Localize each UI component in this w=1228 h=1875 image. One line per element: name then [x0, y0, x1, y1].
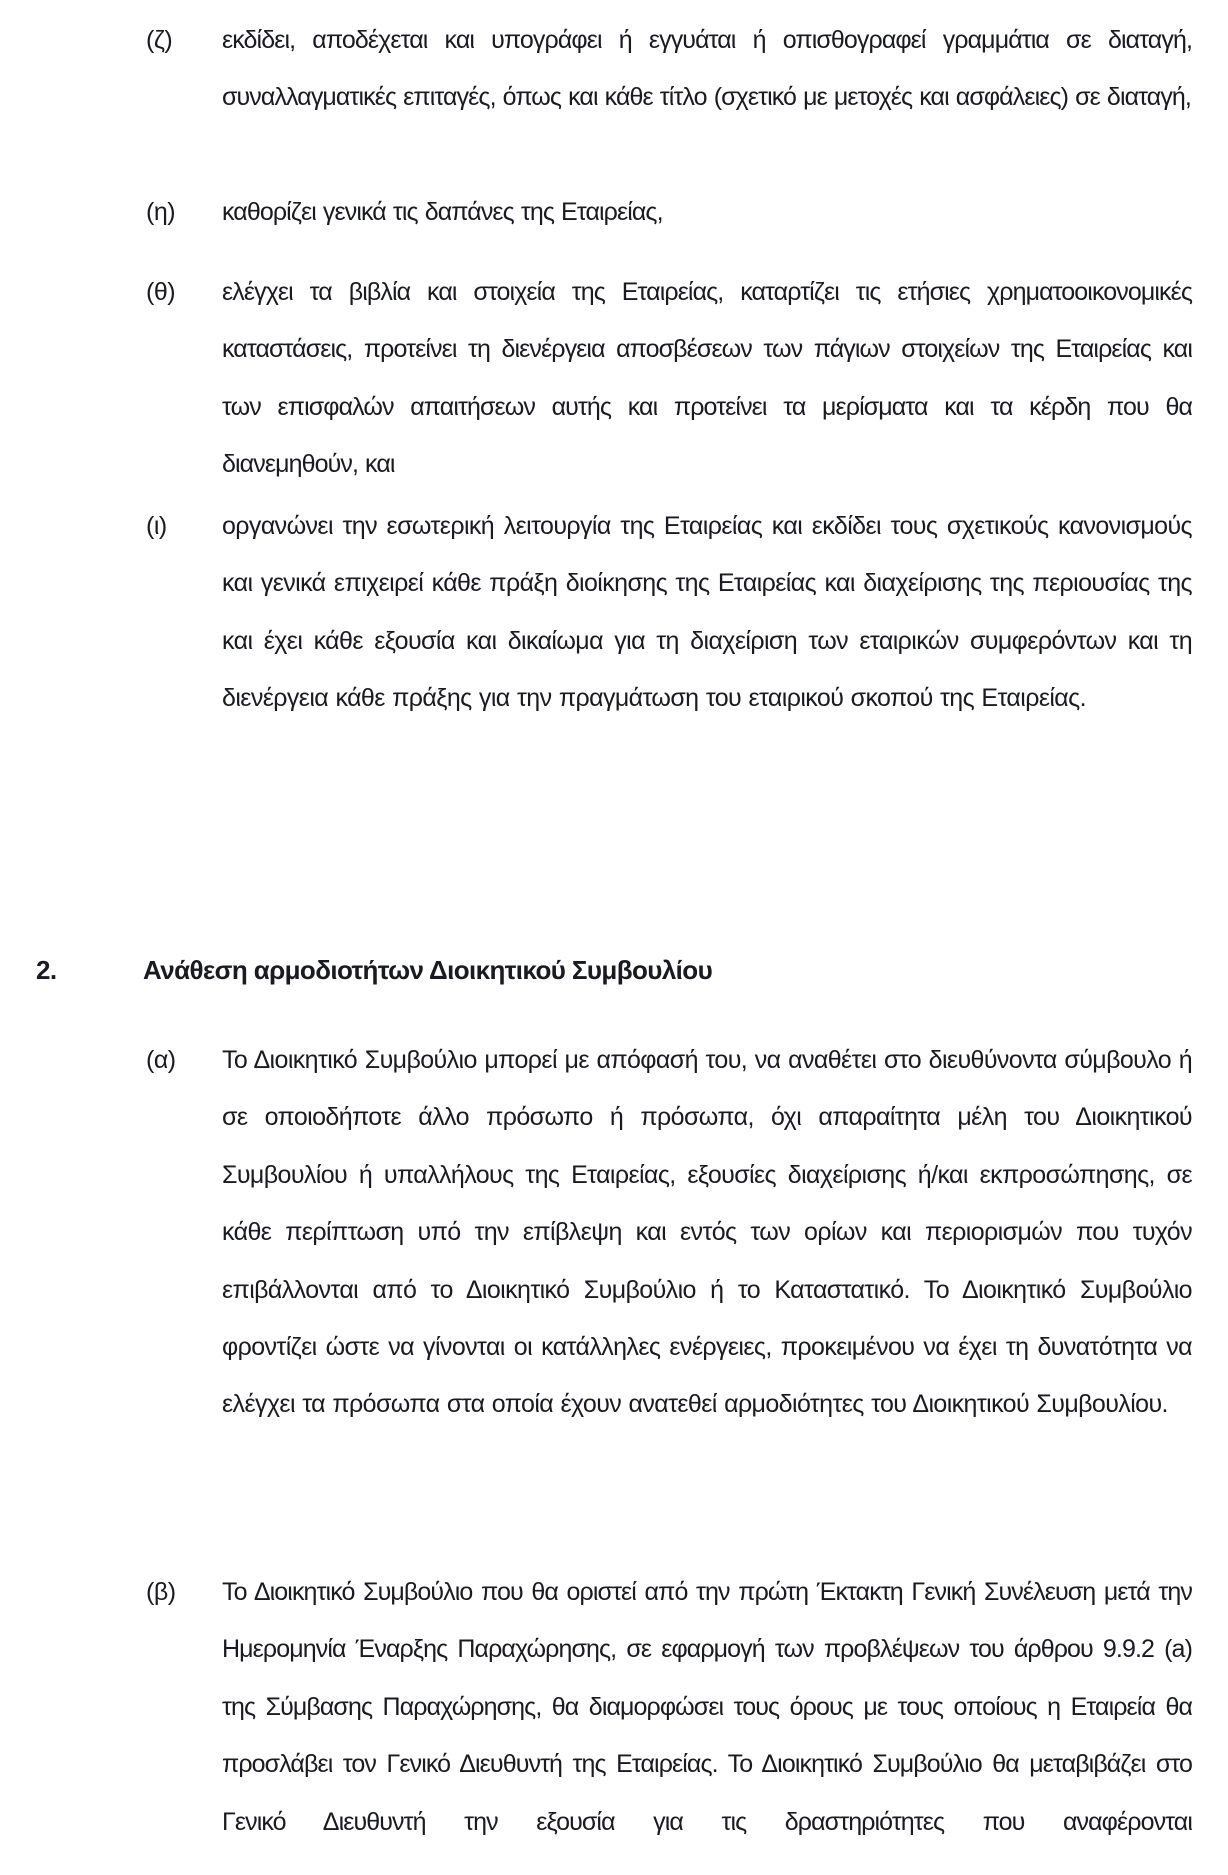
clause-eta [146, 184, 1192, 241]
clause-zeta [146, 12, 1192, 172]
clause-label: (θ) [146, 278, 176, 306]
clause-label: (ζ) [146, 26, 173, 54]
clause-theta [146, 264, 1192, 494]
clause-iota [146, 498, 1192, 788]
section-heading [36, 940, 1186, 1000]
clause-text: Το Διοικητικό Συμβούλιο που θα οριστεί από την πρώτη Έκτακτη Γενική Συνέλευση μετά την Ημερομηνία Έναρξης Παραχώρησης, σε εφαρμογή των προβλέψεων του άρθρου 9.9.2 (a) της Σύμβασης Παραχώρησης, θα διαμορφώσει τους όρους με τους οποίους η Εταιρεία θα προσλάβει τον Γενικό Διευθυντή της Εταιρείας. Το Διοικητικό Συμβούλιο θα μεταβιβάζει στο Γενικό Διευθυντή την εξουσία για τις δραστηριότητες που αναφέρονται [222, 1578, 1192, 1836]
clause-label: (β) [146, 1578, 176, 1606]
clause-beta [146, 1564, 1192, 1864]
section-title: Ανάθεση αρμοδιοτήτων Διοικητικού Συμβουλίου [143, 955, 713, 985]
clause-label: (η) [146, 198, 176, 226]
clause-text: Το Διοικητικό Συμβούλιο μπορεί με απόφασή του, να αναθέτει στο διευθύνοντα σύμβουλο ή σε οποιοδήποτε άλλο πρόσωπο ή πρόσωπα, όχι απαραίτητα μέλη του Διοικητικού Συμβουλίου ή υπαλλήλους της Εταιρείας, εξουσίες διαχείρισης ή/και εκπροσώπησης, σε κάθε περίπτωση υπό την επίβλεψη και εντός των ορίων και περιορισμών που τυχόν επιβάλλονται από το Διοικητικό Συμβούλιο ή το Καταστατικό. Το Διοικητικό Συμβούλιο φροντίζει ώστε να γίνονται οι κατάλληλες ενέργειες, προκειμένου να έχει τη δυνατότητα να ελέγχει τα πρόσωπα στα οποία έχουν ανατεθεί αρμοδιότητες του Διοικητικού Συμβουλίου. [222, 1046, 1192, 1419]
clause-text: οργανώνει την εσωτερική λειτουργία της Εταιρείας και εκδίδει τους σχετικούς κανονισμούς και γενικά επιχειρεί κάθε πράξη διοίκησης της Εταιρείας και διαχείρισης της περιουσίας της και έχει κάθε εξουσία και δικαίωμα για τη διαχείριση των εταιρικών συμφερόντων και τη διενέργεια κάθε πράξης για την πραγμάτωση του εταιρικού σκοπού της Εταιρείας. [222, 512, 1192, 713]
section-number: 2. [36, 955, 57, 985]
clause-label: (ι) [146, 512, 167, 540]
clause-alpha [146, 1032, 1192, 1492]
clause-text: εκδίδει, αποδέχεται και υπογράφει ή εγγυάται ή οπισθογραφεί γραμμάτια σε διαταγή, συναλλαγματικές επιταγές, όπως και κάθε τίτλο (σχετικό με μετοχές και ασφάλειες) σε διαταγή, [222, 26, 1192, 112]
clause-text: καθορίζει γενικά τις δαπάνες της Εταιρείας, [222, 198, 663, 226]
clause-text: ελέγχει τα βιβλία και στοιχεία της Εταιρείας, καταρτίζει τις ετήσιες χρηματοοικονομικές καταστάσεις, προτείνει τη διενέργεια αποσβέσεων των πάγιων στοιχείων της Εταιρείας και των επισφαλών απαιτήσεων αυτής και προτείνει τα μερίσματα και τα κέρδη που θα διανεμηθούν, και [222, 278, 1192, 479]
clause-label: (α) [146, 1046, 176, 1074]
